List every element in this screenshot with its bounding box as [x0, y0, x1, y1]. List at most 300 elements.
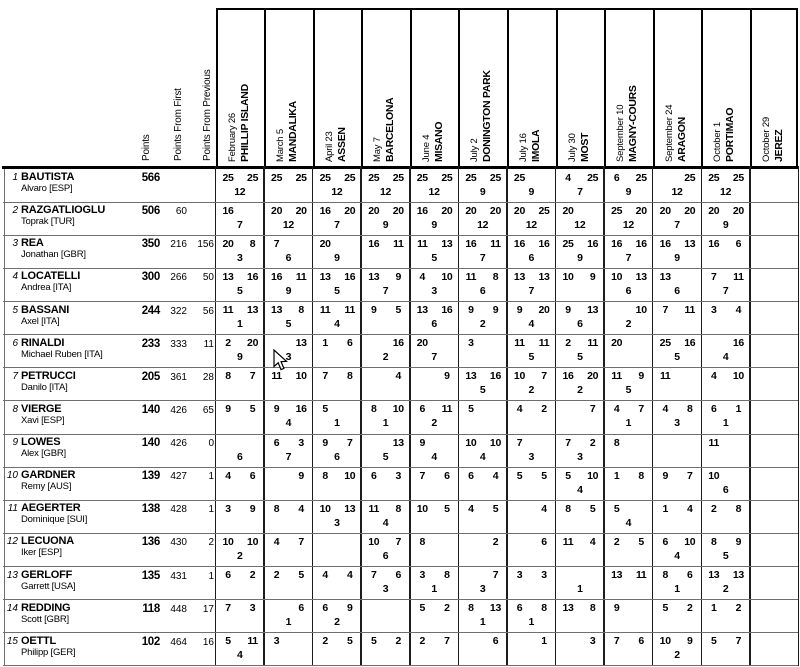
rider-firstname-nationality: Andrea [ITA]	[21, 282, 72, 294]
superpole-race-points: 2	[479, 318, 486, 331]
race1-points: 2	[322, 635, 328, 648]
superpole-race-points: 2	[528, 384, 535, 397]
race1-points: 4	[516, 403, 523, 416]
race1-points: 20	[271, 204, 283, 217]
round-name: DONINGTON PARK	[481, 70, 494, 162]
round-date: October 29	[760, 117, 772, 162]
superpole-race-points: 4	[722, 351, 729, 364]
round-date: September 10	[615, 104, 627, 162]
points-from-previous-column-header: Points From Previous	[202, 69, 213, 161]
points-total: 140	[141, 437, 160, 450]
result-cell	[750, 401, 799, 434]
rider-name	[21, 570, 75, 592]
race1-points: 5	[565, 469, 571, 482]
result-cell	[604, 169, 653, 202]
round-date: July 16	[517, 133, 529, 162]
result-cell	[653, 633, 702, 666]
race2-points: 7	[541, 370, 547, 383]
result-cell	[458, 567, 507, 600]
result-cell	[507, 268, 556, 301]
superpole-race-points: 5	[237, 284, 243, 297]
race1-points: 10	[222, 535, 234, 548]
result-cell	[604, 633, 653, 666]
result-cell	[604, 567, 653, 600]
points-from-first: 216	[170, 239, 187, 251]
superpole-race-points: 6	[382, 549, 389, 562]
race2-points: 4	[346, 569, 353, 582]
race1-points: 11	[417, 237, 428, 250]
round-header-aragon	[653, 8, 702, 166]
superpole-race-points: 1	[528, 616, 535, 629]
result-cell	[604, 368, 653, 401]
race2-points: 4	[735, 304, 742, 317]
position-number: 5	[12, 304, 18, 316]
race1-points: 2	[273, 569, 280, 582]
superpole-race-points: 9	[528, 185, 535, 198]
result-cell	[701, 302, 750, 335]
points-total: 233	[141, 337, 160, 350]
race2-points: 7	[687, 469, 693, 482]
result-cell	[458, 401, 507, 434]
superpole-race-points: 4	[625, 516, 632, 529]
superpole-race-points: 4	[285, 417, 292, 430]
result-cell	[556, 467, 605, 500]
result-cell	[653, 467, 702, 500]
rider-row-gardner	[0, 467, 800, 500]
result-cell	[750, 235, 799, 268]
result-cell	[264, 567, 313, 600]
result-cell	[750, 434, 799, 467]
race2-points: 4	[687, 502, 693, 515]
race1-points: 16	[319, 204, 331, 217]
points-total: 140	[141, 403, 160, 416]
race2-points: 13	[247, 304, 259, 317]
points-from-first: 426	[170, 438, 187, 450]
race1-points: 7	[370, 569, 377, 582]
result-cell	[507, 633, 556, 666]
race2-points: 7	[735, 635, 742, 648]
race2-points: 5	[638, 535, 644, 548]
result-cell	[653, 567, 702, 600]
race1-points: 16	[708, 237, 720, 250]
race2-points: 8	[298, 304, 304, 317]
race2-points: 25	[392, 171, 404, 184]
race2-points: 5	[395, 304, 402, 317]
result-cell	[216, 335, 265, 368]
race1-points: 7	[516, 436, 523, 449]
race1-points: 9	[273, 403, 280, 416]
round-date: April 23	[323, 131, 335, 162]
superpole-race-points: 12	[234, 185, 246, 198]
race1-points: 20	[562, 204, 574, 217]
result-cell	[604, 401, 653, 434]
race2-points: 20	[732, 204, 744, 217]
race2-points: 10	[684, 535, 696, 548]
race1-points: 20	[319, 237, 331, 250]
result-cell	[361, 202, 410, 235]
round-header-portimao	[701, 8, 750, 166]
race1-points: 2	[613, 535, 620, 548]
rider-firstname-nationality: Michael Ruben [ITA]	[21, 348, 103, 360]
result-cell	[216, 533, 265, 566]
rider-row-vierge	[0, 401, 800, 434]
result-cell	[216, 268, 265, 301]
race2-points: 2	[541, 403, 547, 416]
result-cell	[556, 434, 605, 467]
result-cell	[264, 268, 313, 301]
result-cell	[410, 467, 459, 500]
race2-points: 13	[295, 337, 307, 350]
superpole-race-points: 9	[625, 185, 632, 198]
result-cell	[556, 567, 605, 600]
race2-points: 13	[489, 602, 502, 615]
result-cell	[556, 633, 605, 666]
result-cell	[701, 202, 750, 235]
result-cell	[458, 368, 507, 401]
round-name: ASSEN	[335, 127, 348, 162]
superpole-race-points: 12	[525, 218, 537, 231]
race2-points: 4	[298, 502, 304, 515]
superpole-race-points: 12	[428, 185, 440, 198]
result-cell	[750, 169, 799, 202]
rider-surname: LOCATELLI	[21, 270, 81, 283]
round-date: May 7	[372, 137, 384, 162]
race2-points: 16	[392, 337, 404, 350]
race2-points: 7	[395, 535, 402, 548]
result-cell	[216, 600, 265, 633]
race2-points: 20	[635, 204, 647, 217]
round-header-magny-cours	[604, 8, 653, 166]
round-name: MOST	[578, 132, 591, 162]
race1-points: 20	[659, 204, 671, 217]
race2-points: 16	[247, 270, 259, 283]
superpole-race-points: 4	[674, 549, 680, 562]
race1-points: 8	[322, 469, 328, 482]
race2-points: 8	[492, 270, 499, 283]
round-name: MAGNY-COURS	[627, 85, 640, 162]
race2-points: 10	[732, 370, 744, 383]
points-from-first: 333	[170, 338, 187, 350]
race1-points: 6	[273, 436, 280, 449]
result-cell	[313, 202, 362, 235]
race2-points: 13	[684, 237, 696, 250]
superpole-race-points: 12	[720, 185, 732, 198]
race1-points: 7	[273, 237, 280, 250]
result-cell	[216, 368, 265, 401]
result-cell	[604, 500, 653, 533]
race2-points: 9	[298, 469, 304, 482]
superpole-race-points: 3	[285, 351, 292, 364]
result-cell	[604, 302, 653, 335]
superpole-race-points: 2	[674, 649, 680, 662]
position-number: 12	[6, 536, 18, 548]
race1-points: 4	[613, 403, 620, 416]
race2-points: 2	[687, 602, 693, 615]
superpole-race-points: 12	[282, 218, 294, 231]
round-name: IMOLA	[529, 129, 542, 162]
race1-points: 6	[711, 403, 717, 416]
result-cell	[313, 401, 362, 434]
superpole-race-points: 3	[479, 583, 486, 596]
points-total: 244	[141, 304, 160, 317]
race2-points: 20	[587, 370, 599, 383]
race2-points: 13	[587, 304, 599, 317]
round-header-label	[712, 20, 736, 162]
result-cell	[458, 500, 507, 533]
race2-points: 25	[247, 171, 259, 184]
result-cell	[507, 169, 556, 202]
race2-points: 6	[346, 337, 353, 350]
race2-points: 1	[735, 403, 742, 416]
superpole-race-points: 2	[577, 384, 583, 397]
race2-points: 6	[735, 237, 742, 250]
round-header-label	[761, 20, 785, 162]
result-cell	[750, 467, 799, 500]
race1-points: 10	[368, 535, 380, 548]
race2-points: 7	[249, 370, 256, 383]
race2-points: 4	[541, 502, 547, 515]
race1-points: 9	[419, 436, 426, 449]
superpole-race-points: 12	[574, 218, 586, 231]
result-cell	[458, 335, 507, 368]
superpole-race-points: 5	[722, 549, 729, 562]
race2-points: 11	[490, 237, 501, 250]
race2-points: 11	[441, 403, 453, 416]
result-cell	[458, 268, 507, 301]
result-cell	[313, 500, 362, 533]
round-header-label	[469, 20, 493, 162]
race1-points: 9	[468, 304, 474, 317]
race2-points: 7	[444, 635, 450, 648]
race1-points: 16	[368, 237, 380, 250]
race1-points: 8	[468, 602, 474, 615]
rider-firstname-nationality: Dominique [SUI]	[21, 514, 88, 526]
superpole-race-points: 5	[577, 351, 583, 364]
round-date: July 30	[566, 133, 578, 162]
race2-points: 2	[444, 602, 450, 615]
rider-surname: BAUTISTA	[21, 171, 75, 183]
result-cell	[507, 202, 556, 235]
superpole-race-points: 7	[431, 351, 437, 364]
result-cell	[507, 500, 556, 533]
result-cell	[313, 169, 362, 202]
race2-points: 11	[295, 270, 307, 283]
result-cell	[701, 467, 750, 500]
race2-points: 13	[392, 436, 404, 449]
race1-points: 7	[322, 370, 328, 383]
result-cell	[313, 633, 362, 666]
points-from-previous: 1	[208, 570, 214, 582]
result-cell	[701, 335, 750, 368]
round-header-misano	[410, 8, 459, 166]
race1-points: 6	[613, 171, 620, 184]
points-from-previous: 1	[208, 504, 214, 516]
race1-points: 25	[708, 171, 720, 184]
result-cell	[216, 302, 265, 335]
result-cell	[313, 434, 362, 467]
round-name: PHILLIP ISLAND	[238, 84, 251, 162]
race1-points: 6	[419, 403, 426, 416]
race1-points: 8	[613, 436, 620, 449]
result-cell	[507, 235, 556, 268]
race2-points: 25	[538, 204, 550, 217]
result-cell	[701, 633, 750, 666]
result-cell	[507, 434, 556, 467]
rider-surname: GARDNER	[21, 469, 76, 482]
race2-points: 2	[735, 602, 742, 615]
race2-points: 9	[735, 535, 742, 548]
race2-points: 4	[492, 469, 499, 482]
superpole-race-points: 5	[431, 251, 437, 264]
superpole-race-points: 7	[528, 284, 535, 297]
race1-points: 4	[662, 403, 668, 416]
points-from-first: 60	[175, 206, 187, 218]
superpole-race-points: 12	[379, 185, 392, 198]
race2-points: 9	[444, 370, 450, 383]
result-cell	[750, 368, 799, 401]
result-cell	[556, 500, 605, 533]
points-total: 350	[141, 238, 160, 251]
race1-points: 10	[659, 635, 671, 648]
rider-name	[21, 404, 64, 426]
race2-points: 20	[489, 204, 502, 217]
race1-points: 9	[322, 436, 328, 449]
round-name: MANDALIKA	[287, 101, 300, 162]
result-cell	[264, 368, 313, 401]
points-from-first: 464	[170, 636, 187, 648]
superpole-race-points: 2	[382, 351, 389, 364]
race1-points: 13	[222, 270, 234, 283]
race1-points: 13	[513, 270, 526, 283]
superpole-race-points: 1	[674, 583, 680, 596]
result-cell	[604, 202, 653, 235]
rider-firstname-nationality: Philipp [GER]	[21, 646, 76, 658]
superpole-race-points: 6	[334, 450, 340, 463]
race2-points: 6	[298, 602, 304, 615]
rider-surname: REDDING	[21, 601, 71, 614]
result-cell	[313, 368, 362, 401]
result-cell	[361, 335, 410, 368]
result-cell	[216, 500, 265, 533]
race2-points: 2	[492, 535, 499, 548]
points-from-first: 426	[170, 404, 187, 416]
rider-row-bautista	[0, 169, 800, 202]
rider-row-bassani	[0, 302, 800, 335]
position-number: 10	[6, 470, 18, 482]
result-cell	[264, 302, 313, 335]
points-from-previous: 56	[202, 305, 214, 317]
race1-points: 25	[611, 204, 623, 217]
superpole-race-points: 6	[528, 251, 535, 264]
superpole-race-points: 6	[722, 483, 729, 496]
race1-points: 25	[368, 171, 380, 184]
race1-points: 25	[465, 171, 477, 184]
round-header-most	[556, 8, 605, 166]
result-cell	[701, 500, 750, 533]
race1-points: 8	[565, 502, 571, 515]
superpole-race-points: 1	[334, 417, 340, 430]
result-cell	[410, 302, 459, 335]
race1-points: 3	[225, 502, 231, 515]
points-from-previous: 11	[203, 338, 214, 350]
round-header-label	[421, 20, 445, 162]
race2-points: 5	[492, 502, 499, 515]
race2-points: 13	[344, 502, 356, 515]
rider-surname: LOWES	[21, 436, 61, 449]
round-header-imola	[507, 8, 556, 166]
points-total: 118	[142, 602, 160, 615]
race1-points: 10	[465, 436, 477, 449]
superpole-race-points: 7	[382, 284, 389, 297]
points-from-first-column-header: Points From First	[173, 88, 184, 161]
result-cell	[216, 567, 265, 600]
round-name: ARAGON	[675, 117, 688, 162]
superpole-race-points: 5	[382, 450, 389, 463]
round-date: July 2	[469, 138, 481, 162]
round-name: MISANO	[432, 121, 445, 162]
round-header-label	[567, 20, 591, 162]
result-cell	[410, 533, 459, 566]
race1-points: 10	[416, 502, 428, 515]
race2-points: 1	[541, 635, 547, 648]
race1-points: 10	[562, 270, 574, 283]
race1-points: 1	[711, 602, 717, 615]
race1-points: 20	[465, 204, 477, 217]
superpole-race-points: 1	[722, 417, 729, 430]
points-from-previous: 2	[208, 537, 214, 549]
superpole-race-points: 2	[625, 318, 632, 331]
race1-points: 3	[516, 569, 523, 582]
rider-name	[21, 503, 87, 525]
race1-points: 11	[319, 304, 331, 317]
result-cell	[361, 600, 410, 633]
race1-points: 16	[513, 237, 526, 250]
race2-points: 11	[684, 304, 696, 317]
race1-points: 13	[708, 569, 720, 582]
race2-points: 11	[538, 337, 550, 350]
result-cell	[361, 533, 410, 566]
race2-points: 7	[492, 569, 499, 582]
result-cell	[507, 600, 556, 633]
result-cell	[410, 600, 459, 633]
race1-points: 10	[319, 502, 331, 515]
points-from-first: 266	[170, 272, 187, 284]
points-total: 136	[141, 536, 160, 549]
race1-points: 7	[613, 635, 620, 648]
race1-points: 8	[662, 569, 668, 582]
race2-points: 20	[344, 204, 356, 217]
points-from-previous: 50	[202, 272, 214, 284]
points-total: 138	[141, 503, 160, 516]
result-cell	[216, 202, 265, 235]
superpole-race-points: 7	[625, 251, 632, 264]
race2-points: 25	[732, 171, 744, 184]
race2-points: 8	[638, 469, 644, 482]
race1-points: 1	[662, 502, 668, 515]
rider-surname: RAZGATLIOGLU	[21, 204, 106, 217]
rider-row-razgatlioglu	[0, 202, 800, 235]
race1-points: 11	[368, 502, 379, 515]
superpole-race-points: 6	[237, 450, 243, 463]
race1-points: 9	[613, 602, 620, 615]
result-cell	[216, 633, 265, 666]
result-cell	[750, 500, 799, 533]
race2-points: 5	[541, 469, 547, 482]
race1-points: 2	[225, 337, 231, 350]
race2-points: 25	[344, 171, 356, 184]
race2-points: 16	[441, 304, 453, 317]
race2-points: 9	[346, 602, 353, 615]
